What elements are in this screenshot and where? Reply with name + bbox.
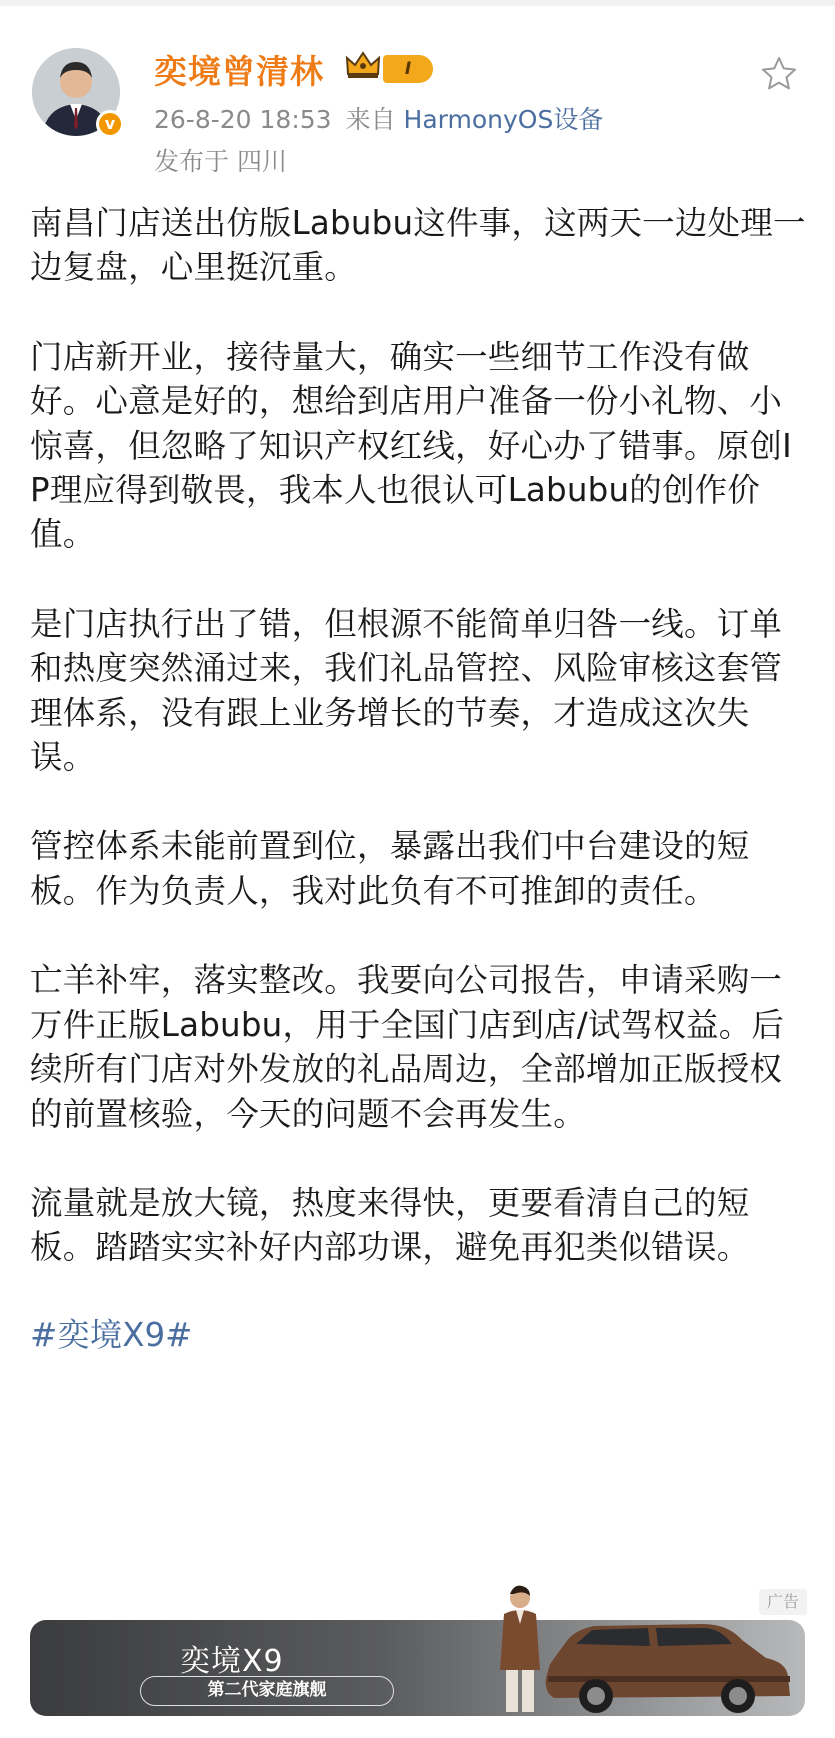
paragraph: 门店新开业，接待量大，确实一些细节工作没有做好。心意是好的，想给到店用户准备一份小礼物、小惊喜，但忽略了知识产权红线，好心办了错事。原创IP理应得到敬畏，我本人也很认可Labubu的创作价值。 xyxy=(30,337,792,554)
top-divider xyxy=(0,0,835,6)
paragraph: 亡羊补牢，落实整改。我要向公司报告，申请采购一万件正版Labubu，用于全国门店到店/试驾权益。后续所有门店对外发放的礼品周边，全部增加正版授权的前置核验，今天的问题不会再发生。 xyxy=(30,961,785,1133)
post-location: 发布于 四川 xyxy=(154,147,287,176)
ad-tagline: 第二代家庭旗舰 xyxy=(140,1676,394,1706)
post-time: 26-8-20 18:53 xyxy=(154,105,332,134)
paragraph: 流量就是放大镜，热度来得快，更要看清自己的短板。踏踏实实补好内部功课，避免再犯类似错误。 xyxy=(30,1183,750,1267)
ad-title: 奕境X9 xyxy=(180,1644,284,1679)
source-device[interactable]: HarmonyOS设备 xyxy=(403,105,604,134)
ad-label: 广告 xyxy=(759,1589,807,1615)
ad-car-image xyxy=(470,1580,805,1716)
post-content xyxy=(30,201,810,1357)
crown-icon xyxy=(345,50,381,80)
paragraph: 是门店执行出了错，但根源不能简单归咎一线。订单和热度突然涌过来，我们礼品管控、风险审核这套管理体系，没有跟上业务增长的节奏，才造成这次失误。 xyxy=(30,604,783,777)
verified-badge-icon: v xyxy=(96,110,124,138)
favorite-star-icon[interactable] xyxy=(761,56,797,90)
author-name[interactable]: 奕境曾清林 xyxy=(154,52,324,91)
hashtag-link[interactable]: #奕境X9# xyxy=(30,1315,193,1354)
paragraph: 南昌门店送出仿版Labubu这件事，这两天一边处理一边复盘，心里挺沉重。 xyxy=(30,204,806,287)
source-prefix: 来自 xyxy=(345,105,396,134)
level-badge[interactable]: I xyxy=(383,55,433,83)
paragraph: 管控体系未能前置到位，暴露出我们中台建设的短板。作为负责人，我对此负有不可推卸的责任。 xyxy=(30,827,750,910)
post-meta xyxy=(154,100,603,136)
